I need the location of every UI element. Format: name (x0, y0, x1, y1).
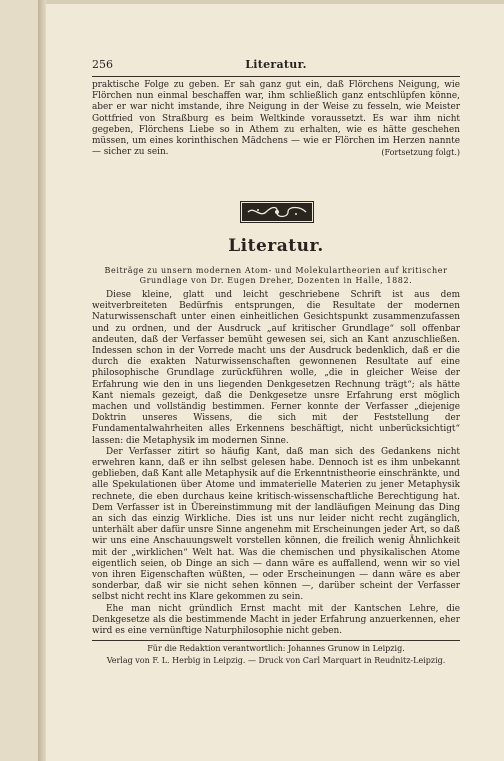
review-paragraph-1: Diese kleine, glatt und leicht geschriebene Schrift ist aus dem weitverbreiteten Bedürfnis entsprungen, die Resultate der modernen Naturwissenschaft unter einen einheitlichen Gesichtspunkt zusammenzufassen und zu ordnen, und der Ausdruck „auf kritischer Grundlage“ soll offenbar andeuten, daß der Verfasser bemüht gewesen sei, sich an Kant anzuschließen. Indessen schon in der Vorrede macht uns der Ausdruck bedenklich, daß er die durch die exakten Naturwissenschaften gewonnenen Resultate auf eine philosophische Grundlage zurückführen wolle, „die in gleicher Weise der Erfahrung wie den in uns liegenden Denkgesetzen Rechnung trägt“; als hätte Kant niemals gezeigt, daß die Denkgesetze unsre Erfahrung erst möglich machen und vollständig bestimmen. Ferner konnte der Verfasser „diejenige Doktrin unseres Wissens, die sich mit der Feststellung der Fundamentalwahrheiten alles Erkennens beschäftigt, nicht unberücksichtigt“ lassen: die Metaphysik im modernen Sinne. (92, 290, 460, 446)
review-paragraph-3: Ehe man nicht gründlich Ernst macht mit der Kantschen Lehre, die Denkgesetze als die bestimmende Macht in jeder Erfahrung anzuerkennen, eher wird es eine vernünftige Naturphilosophie nicht geben. (92, 603, 460, 637)
story-paragraph: praktische Folge zu geben. Er sah ganz gut ein, daß Flörchens Neigung, wie Flörchen nun einmal beschaffen war, ihm schließlich ganz entschlüpfen könne, aber er war nicht imstande, ihre Neigung in der Weise zu fesseln, wie Meister Gottfried von Straßburg es beim Weltkinde voraussetzt. Es war ihm nicht gegeben, Flörchens Liebe so in Athem zu erhalten, wie es hätte geschehen müssen, um eines korinthischen Mädchens — wie er Flörchen im Herzen nannte — sicher zu sein. (Fortsetzung folgt.) (92, 80, 460, 158)
scan-gutter (0, 0, 38, 761)
footer-rule (92, 640, 460, 641)
running-title: Literatur. (245, 58, 307, 71)
review-paragraph-2: Der Verfasser zitirt so häufig Kant, daß man sich des Gedankens nicht erwehren kann, daß er ihn selbst gelesen habe. Dennoch ist es ihm unbekannt geblieben, daß Kant alle Metaphysik auf die Erkenntnistheorie einschränkte, und alle Spekulationen über Atome und immaterielle Materien zu jener Metaphysik rechnete, die eben durchaus keine kritisch-wissenschaftliche Berechtigung hat. Dem Verfasser ist in Übereinstimmung mit der landläufigen Meinung das Ding an sich das einzig Wirkliche. Dies ist uns nur leider nicht recht zugänglich, unterhält aber dafür unsre Sinne angenehm mit Erscheinungen jeder Art, so daß wir uns eine Anschauungswelt vorstellen können, die freilich wenig Ähnlichkeit mit der „wirklichen“ Welt hat. Was die chemischen und physikalischen Atome eigentlich seien, ob Dinge an sich — dann wäre es auffallend, wenn wir so viel von ihren Eigenschaften wüßten, — oder Erscheinungen — dann wäre es aber sonderbar, daß wir sie nicht sehen können —, darüber scheint der Verfasser selbst nicht recht ins Klare gekommen zu sein. (92, 446, 460, 603)
section-title: Literatur. (228, 236, 324, 256)
continuation-note: (Fortsetzung folgt.) (381, 148, 460, 158)
review-body (92, 290, 460, 637)
editor-line: Für die Redaktion verantwortlich: Johannes Grunow in Leipzig. (147, 644, 405, 653)
review-heading: Beiträge zu unsern modernen Atom- und Molekulartheorien auf kritischer Grundlage von Dr. Eugen Dreher, Dozenten in Halle, 1882. (104, 266, 448, 285)
decorative-vignette-icon (242, 203, 312, 221)
page-header (92, 58, 460, 74)
binding-shadow (38, 0, 46, 761)
story-ending (92, 80, 460, 158)
header-rule (92, 76, 460, 77)
publisher-line: Verlag von F. L. Herbig in Leipzig. — Druck von Carl Marquart in Reudnitz-Leipzig. (106, 656, 446, 665)
page-number: 256 (92, 58, 113, 71)
